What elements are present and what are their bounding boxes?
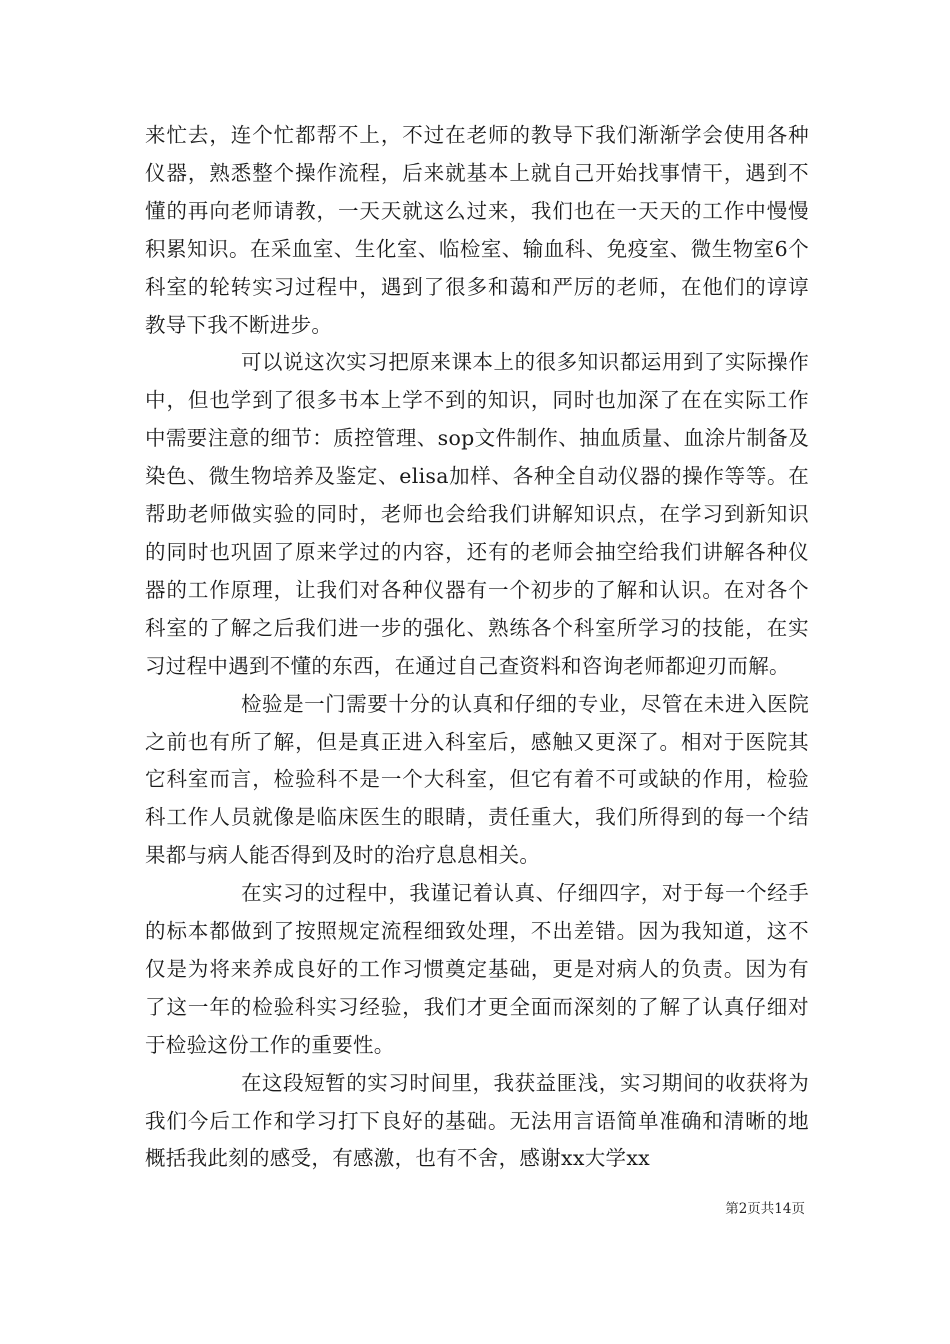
- paragraph-3: 检验是一门需要十分的认真和仔细的专业，尽管在未进入医院之前也有所了解，但是真正进入科室后，感触又更深了。相对于医院其它科室而言，检验科不是一个大科室，但它有着不可或缺的作用，检验科工作人员就像是临床医生的眼睛，责任重大，我们所得到的每一个结果都与病人能否得到及时的治疗息息相关。: [145, 691, 809, 868]
- page-number-footer: 第2页共14页: [725, 1201, 805, 1217]
- document-body: [145, 117, 809, 1178]
- paragraph-4: 在实习的过程中，我谨记着认真、仔细四字，对于每一个经手的标本都做到了按照规定流程细致处理，不出差错。因为我知道，这不仅是为将来养成良好的工作习惯奠定基础，更是对病人的负责。因为有了这一年的检验科实习经验，我们才更全面而深刻的了解了认真仔细对于检验这份工作的重要性。: [145, 881, 809, 1057]
- paragraph-2: 可以说这次实习把原来课本上的很多知识都运用到了实际操作中，但也学到了很多书本上学不到的知识，同时也加深了在在实际工作中需要注意的细节：质控管理、sop文件制作、抽血质量、血涂片制备及染色、微生物培养及鉴定、elisa加样、各种全自动仪器的操作等等。在帮助老师做实验的同时，老师也会给我们讲解知识点，在学习到新知识的同时也巩固了原来学过的内容，还有的老师会抽空给我们讲解各种仪器的工作原理，让我们对各种仪器有一个初步的了解和认识。在对各个科室的了解之后我们进一步的强化、熟练各个科室所学习的技能，在实习过程中遇到不懂的东西，在通过自己查资料和咨询老师都迎刃而解。: [145, 350, 809, 678]
- paragraph-1: 来忙去，连个忙都帮不上，不过在老师的教导下我们渐渐学会使用各种仪器，熟悉整个操作流程，后来就基本上就自己开始找事情干，遇到不懂的再向老师请教，一天天就这么过来，我们也在一天天的工作中慢慢积累知识。在采血室、生化室、临检室、输血科、免疫室、微生物室6个科室的轮转实习过程中，遇到了很多和蔼和严厉的老师，在他们的谆谆教导下我不断进步。: [145, 123, 809, 337]
- paragraph-5: 在这段短暂的实习时间里，我获益匪浅，实习期间的收获将为我们今后工作和学习打下良好的基础。无法用言语简单准确和清晰的地概括我此刻的感受，有感激，也有不舍，感谢xx大学xx: [145, 1070, 809, 1171]
